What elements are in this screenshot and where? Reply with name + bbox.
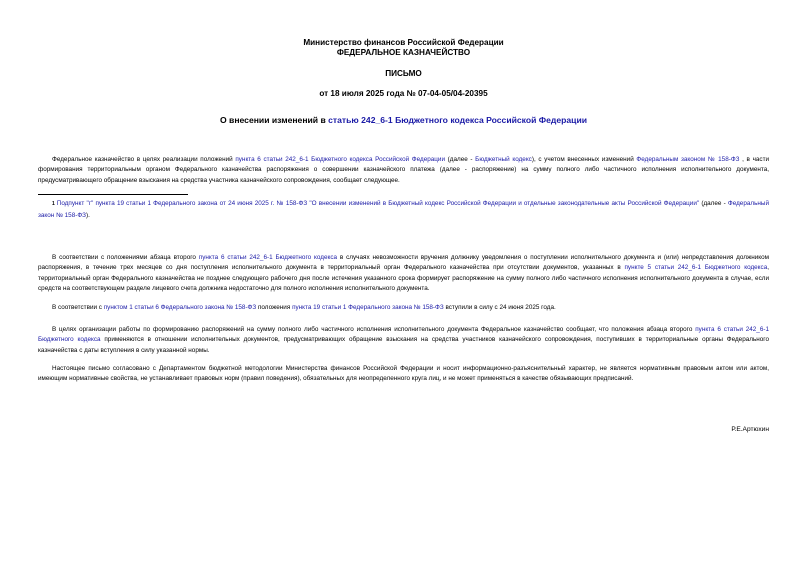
para1-text-2: (далее -	[445, 156, 476, 163]
para2-link-2[interactable]: пункте 5 статьи 242_6-1 Бюджетного кодекса	[624, 264, 768, 272]
footnote-divider	[38, 194, 188, 195]
budget-code-link[interactable]: пункта 6 статьи 242_6-1 Бюджетного кодекса Российской Федерации	[235, 156, 446, 163]
document-type: ПИСЬМО	[385, 69, 422, 78]
budget-code-short-link[interactable]: Бюджетный кодекс	[475, 156, 532, 163]
para2-text-1: В соответствии с положениями абзаца второго	[52, 254, 199, 261]
footnote-short-law-link[interactable]: Федеральный закон № 158-ФЗ	[38, 200, 770, 219]
document-title	[0, 115, 807, 125]
para1-text-3: ), с учетом внесенных изменений	[531, 156, 637, 163]
paragraph-4	[38, 325, 769, 356]
para3-link-1[interactable]: пунктом 1 статьи 6 Федерального закона № 158-ФЗ	[103, 304, 257, 311]
para5-text-1: Настоящее письмо согласовано с Департаментом бюджетной методологии Министерства финансов Российской Федерации и носит информационно-разъяснительный характер, не является нормативным правовым актом или актом, имеющим нормативные свойства, не устанавливает правовых норм (правил поведения), обязательных для неопределенного круга лиц, и не может применяться в качестве обязывающих предписаний.	[38, 365, 769, 383]
paragraph-5	[38, 364, 769, 385]
signature: Р.Е.Артюхин	[731, 426, 769, 433]
paragraph-2	[38, 253, 769, 294]
federal-law-link[interactable]: Федеральным законом № 158-ФЗ	[636, 156, 740, 163]
title-link[interactable]: статью 242_6-1 Бюджетного кодекса Российской Федерации	[328, 115, 588, 125]
footnote-law-link[interactable]: Подпункт "г" пункта 19 статьи 1 Федерального закона от 24 июня 2025 г. № 158-ФЗ "О внесении изменений в Бюджетный кодекс Российской Федерации и отдельные законодательные акты Российской Федерации"	[56, 200, 700, 207]
title-prefix: О внесении изменений в	[219, 115, 329, 125]
para3-text-3: вступили в силу с 24 июня 2025 года.	[443, 304, 556, 311]
para4-link-1[interactable]: пункта 6 статьи 242_6-1 Бюджетного кодекса	[38, 326, 769, 344]
agency-name: ФЕДЕРАЛЬНОЕ КАЗНАЧЕЙСТВО	[336, 48, 471, 57]
para3-text-1: В соответствии с	[52, 304, 104, 311]
para4-text-1: В целях организации работы по формированию распоряжений на сумму полного либо частичного исполнения исполнительного документа Федеральное казначейство сообщает, что положения абзаца второго	[52, 326, 696, 333]
footnote	[38, 198, 769, 221]
footnote-mark: 1	[52, 201, 55, 207]
document-date-number: от 18 июля 2025 года № 07-04-05/04-20395	[319, 89, 488, 98]
para2-link-1[interactable]: пункта 6 статьи 242_6-1 Бюджетного кодекса	[198, 254, 338, 261]
paragraph-1	[38, 155, 769, 186]
para2-text-3: , территориальный орган Федерального казначейства не позднее следующего рабочего дня после истечения указанного срока формирует распоряжение на сумму полного либо частичного исполнения исполнительного документа в случае, если средств на соответствующем разделе лицевого счета должника недостаточно для полного исполнения исполнительного документа.	[38, 264, 769, 292]
ministry-name: Министерство финансов Российской Федерации	[303, 38, 504, 47]
para1-text-4: , в части формирования территориальным органом Федерального казначейства распоряжения о совершении казначейского платежа (далее - распоряжение) на сумму полного либо частичного исполнения исполнительного документа, предусматривающего обращение взыскания на средства участника казначейского сопровождения, сообщает следующее.	[38, 156, 770, 184]
para3-text-2: положения	[256, 304, 293, 311]
para2-text-2: в случаях невозможности вручения должнику уведомления о поступлении исполнительного документа и (или) непредставления должником распоряжения, в течение трех месяцев со дня поступления исполнительного документа в территориальный орган Федерального казначейства при отсутствии документов, указанных в	[38, 254, 769, 272]
para4-text-2: применяются в отношении исполнительных документов, предусматривающих обращение взыскания на средства участников казначейского сопровождения, поступивших в территориальные органы Федерального казначейства с даты вступления в силу указанной нормы.	[38, 336, 769, 354]
footnote-text-2: ).	[86, 212, 90, 219]
footnote-text-1: (далее -	[699, 200, 728, 207]
para1-text-1: Федеральное казначейство в целях реализации положений	[52, 156, 236, 163]
paragraph-3	[38, 303, 769, 313]
para3-link-2[interactable]: пункта 19 статьи 1 Федерального закона № 158-ФЗ	[292, 304, 444, 311]
